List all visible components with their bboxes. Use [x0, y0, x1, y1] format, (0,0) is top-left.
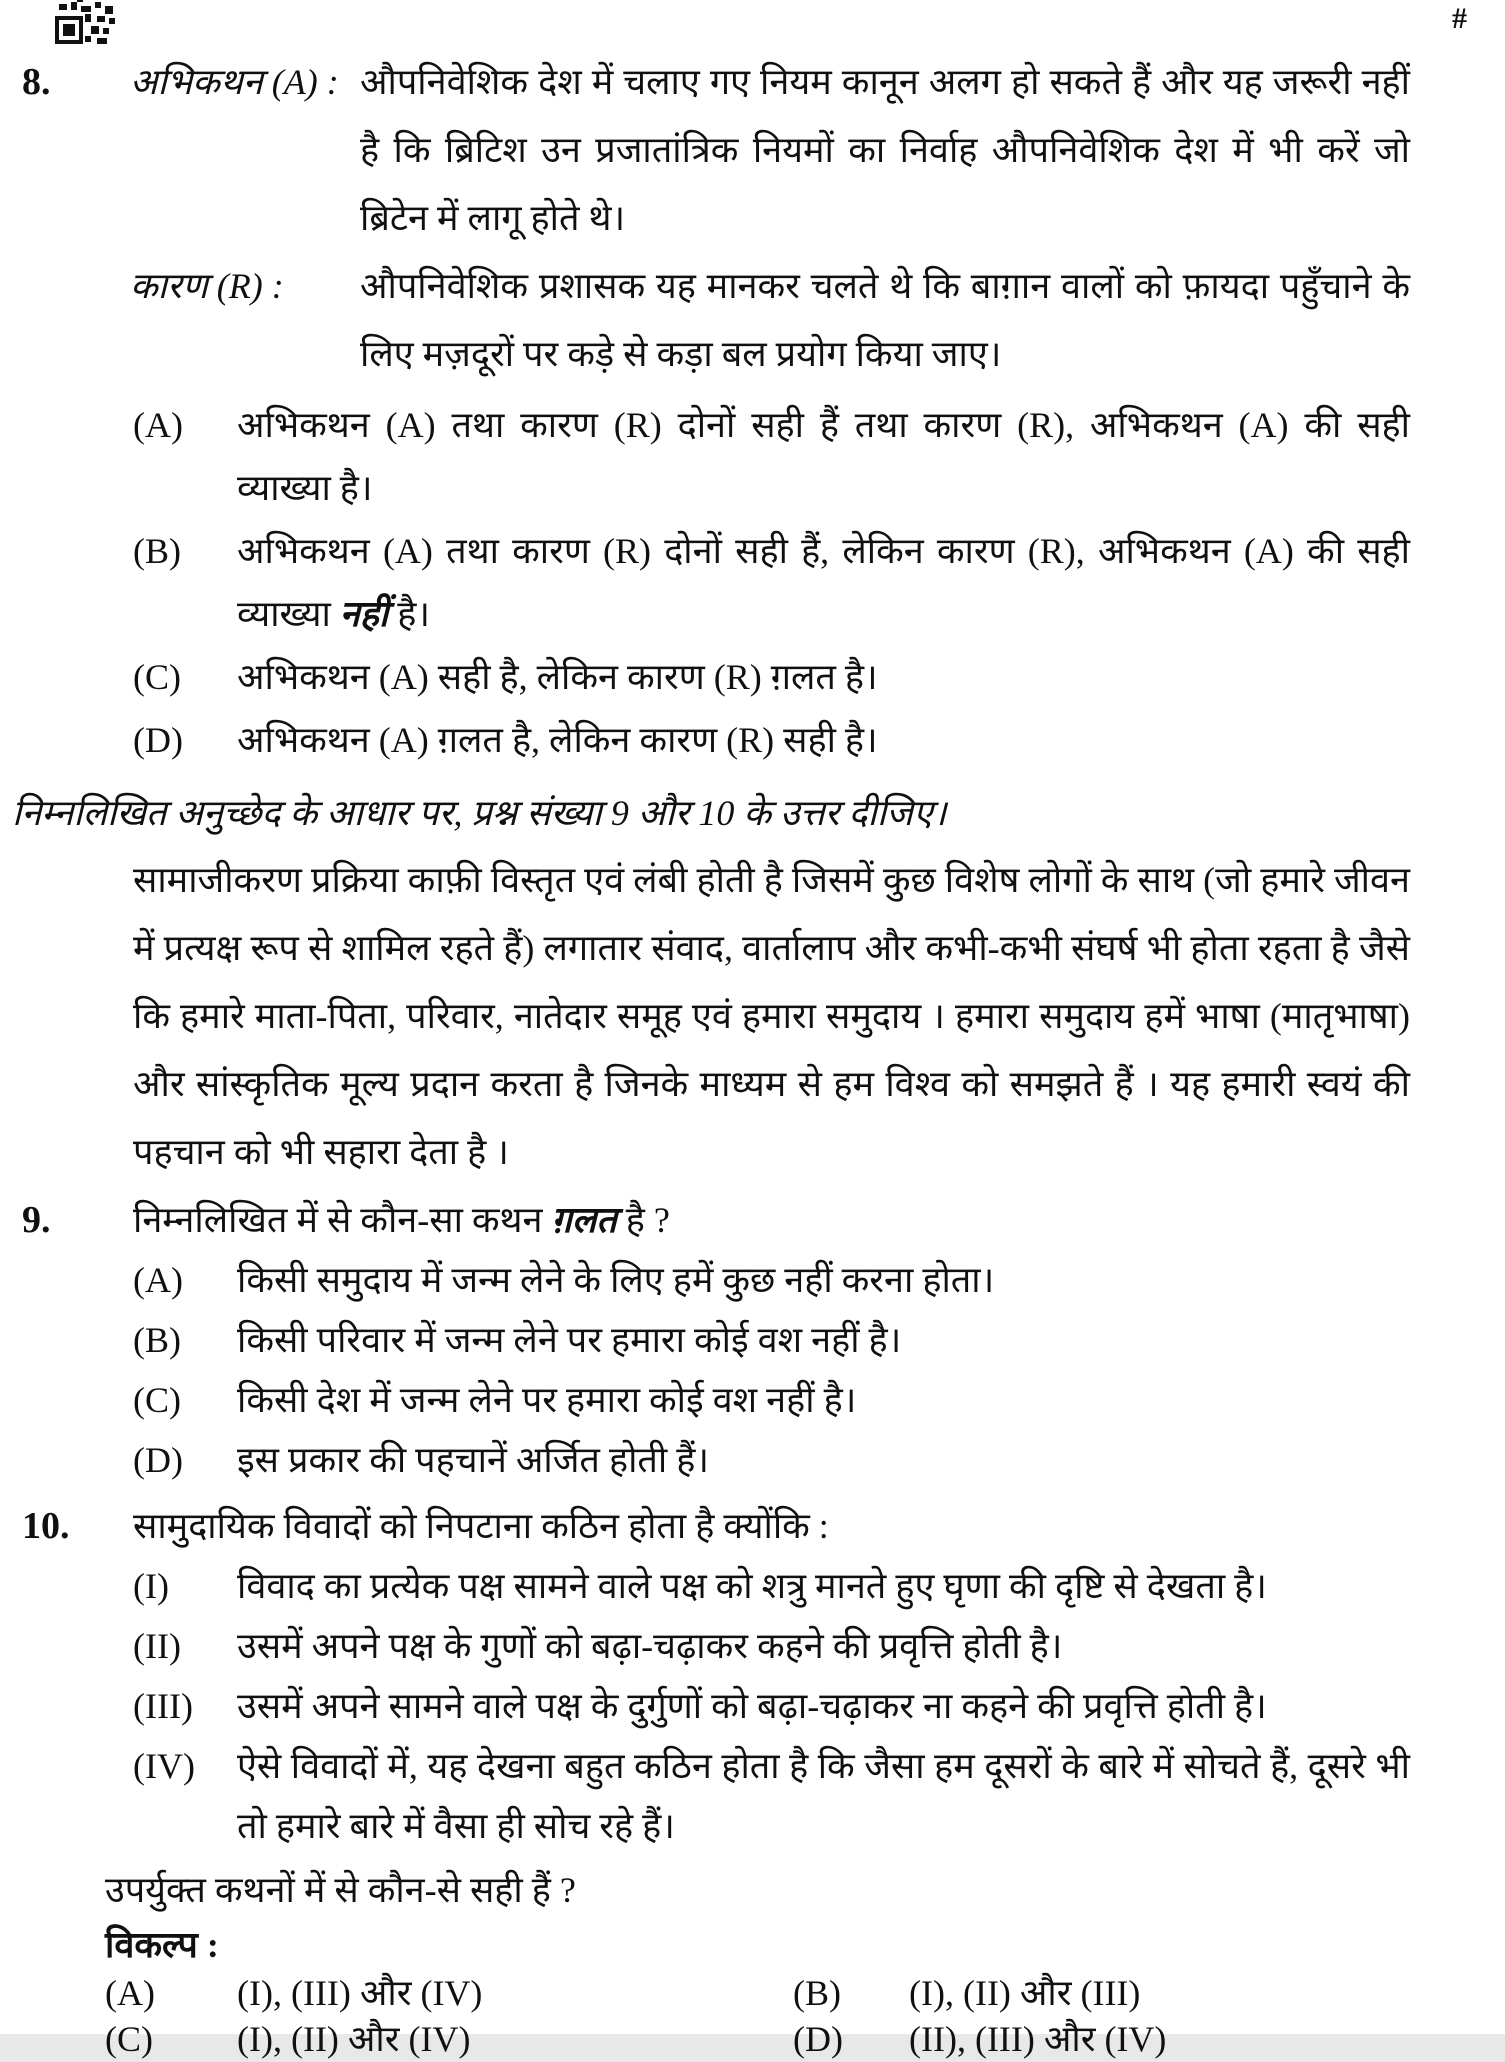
- question-9: [22, 1190, 1410, 1490]
- q8-assertion-text: औपनिवेशिक देश में चलाए गए नियम कानून अलग हो सकते हैं और यह जरूरी नहीं है कि ब्रिटिश उन प्रजातांत्रिक नियमों का निर्वाह औपनिवेशिक देश में भी करें जो ब्रिटेन में लागू होते थे।: [360, 62, 1410, 238]
- q10-statement-3-label: (III): [133, 1686, 193, 1726]
- q10-statement-4: [22, 1736, 1410, 1856]
- q10-statement-1-text: विवाद का प्रत्येक पक्ष सामने वाले पक्ष को शत्रु मानते हुए घृणा की दृष्टि से देखता है।: [237, 1566, 1267, 1606]
- q8-option-d: [22, 709, 1410, 772]
- q10-number: 10.: [22, 1505, 70, 1547]
- q10-option-d-label: (D): [793, 2019, 843, 2059]
- q10-statement-3-text: उसमें अपने सामने वाले पक्ष के दुर्गुणों को बढ़ा-चढ़ाकर ना कहने की प्रवृत्ति होती है।: [237, 1686, 1267, 1726]
- q9-title-pre: निम्नलिखित में से कौन-सा कथन: [133, 1200, 552, 1240]
- q10-statement-2-text: उसमें अपने पक्ष के गुणों को बढ़ा-चढ़ाकर कहने की प्रवृत्ति होती है।: [237, 1626, 1063, 1666]
- q9-option-a-label: (A): [133, 1260, 183, 1300]
- q10-option-c-label: (C): [105, 2019, 153, 2059]
- q9-option-b-label: (B): [133, 1320, 181, 1360]
- q9-number: 9.: [22, 1199, 51, 1241]
- q10-title: सामुदायिक विवादों को निपटाना कठिन होता है क्योंकि :: [133, 1506, 829, 1546]
- q10-title-row: [22, 1496, 1410, 1556]
- q8-option-d-text: अभिकथन (A) ग़लत है, लेकिन कारण (R) सही है।: [237, 720, 878, 760]
- q9-title-post: है ?: [616, 1200, 670, 1240]
- q10-statement-2-label: (II): [133, 1626, 181, 1666]
- passage: [12, 780, 1410, 1186]
- indent-spacer: [22, 1736, 133, 1856]
- q8-assertion-row: [22, 48, 1410, 252]
- question-10: [22, 1496, 1410, 2062]
- q9-option-c-text: किसी देश में जन्म लेने पर हमारा कोई वश नहीं है।: [237, 1380, 857, 1420]
- q9-option-a: [22, 1250, 1410, 1310]
- q10-option-d-text: (II), (III) और (IV): [909, 2019, 1167, 2059]
- indent-spacer: [22, 1556, 133, 1616]
- page-corner-mark: #: [1452, 2, 1467, 35]
- q8-reason-label: कारण (R) :: [130, 266, 284, 306]
- q8-option-c: [22, 646, 1410, 709]
- q10-options-label: विकल्प :: [105, 1925, 219, 1965]
- q10-option-a-label: (A): [105, 1973, 155, 2013]
- q9-option-b-text: किसी परिवार में जन्म लेने पर हमारा कोई वश नहीं है।: [237, 1320, 902, 1360]
- q10-statement-1: [22, 1556, 1410, 1616]
- q10-option-a-text: (I), (III) और (IV): [237, 1973, 483, 2013]
- indent-spacer: [22, 1430, 133, 1490]
- q8-number-spacer: [22, 252, 130, 388]
- indent-spacer: [22, 394, 133, 520]
- q10-statement-4-text: ऐसे विवादों में, यह देखना बहुत कठिन होता है कि जैसा हम दूसरों के बारे में सोचते हैं, दूसरे भी तो हमारे बारे में वैसा ही सोच रहे हैं।: [237, 1746, 1410, 1846]
- q9-option-c-label: (C): [133, 1380, 181, 1420]
- q8-option-b-post: है।: [388, 594, 430, 634]
- q8-assertion-label: अभिकथन (A) :: [130, 62, 339, 102]
- q10-option-c-text: (I), (II) और (IV): [237, 2019, 471, 2059]
- q9-title-row: [22, 1190, 1410, 1250]
- q9-title: [133, 1190, 1410, 1250]
- q8-option-a-text: अभिकथन (A) तथा कारण (R) दोनों सही हैं तथा कारण (R), अभिकथन (A) की सही व्याख्या है।: [237, 405, 1410, 508]
- q8-option-c-label: (C): [133, 657, 181, 697]
- q8-option-a: [22, 394, 1410, 520]
- indent-spacer: [22, 1676, 133, 1736]
- indent-spacer: [22, 646, 133, 709]
- q9-option-c: [22, 1370, 1410, 1430]
- q10-statement-4-label: (IV): [133, 1746, 195, 1786]
- q10-options-grid: [105, 1970, 1410, 2062]
- q10-option-b-text: (I), (II) और (III): [909, 1973, 1141, 2013]
- q8-option-a-label: (A): [133, 405, 183, 445]
- indent-spacer: [22, 1370, 133, 1430]
- q8-option-b-pre: अभिकथन (A) तथा कारण (R) दोनों सही हैं, लेकिन कारण (R), अभिकथन (A) की सही व्याख्या: [237, 531, 1410, 634]
- q9-title-emphasis: ग़लत: [551, 1200, 617, 1240]
- q9-option-b: [22, 1310, 1410, 1370]
- q10-question: उपर्युक्त कथनों में से कौन-से सही हैं ?: [105, 1870, 576, 1910]
- q10-option-b-label: (B): [793, 1973, 841, 2013]
- q8-option-b-label: (B): [133, 531, 181, 571]
- q9-option-d-label: (D): [133, 1440, 183, 1480]
- q10-statement-2: [22, 1616, 1410, 1676]
- q8-reason-row: [22, 252, 1410, 388]
- q9-option-d-text: इस प्रकार की पहचानें अर्जित होती हैं।: [237, 1440, 709, 1480]
- question-8: [22, 48, 1410, 772]
- q8-option-b-emphasis: नहीं: [339, 594, 389, 634]
- indent-spacer: [22, 1616, 133, 1676]
- indent-spacer: [22, 520, 133, 646]
- indent-spacer: [22, 709, 133, 772]
- q9-option-d: [22, 1430, 1410, 1490]
- indent-spacer: [22, 1250, 133, 1310]
- q8-options: [22, 394, 1410, 772]
- q8-number: 8.: [22, 61, 51, 103]
- q8-reason-text: औपनिवेशिक प्रशासक यह मानकर चलते थे कि बाग़ान वालों को फ़ायदा पहुँचाने के लिए मज़दूरों पर कड़े से कड़ा बल प्रयोग किया जाए।: [360, 266, 1410, 374]
- indent-spacer: [22, 1310, 133, 1370]
- passage-body: सामाजीकरण प्रक्रिया काफ़ी विस्तृत एवं लंबी होती है जिसमें कुछ विशेष लोगों के साथ (जो हमारे जीवन में प्रत्यक्ष रूप से शामिल रहते हैं) लगातार संवाद, वार्तालाप और कभी-कभी संघर्ष भी होता रहता है जैसे कि हमारे माता-पिता, परिवार, नातेदार समूह एवं हमारा समुदाय । हमारा समुदाय हमें भाषा (मातृभाषा) और सांस्कृतिक मूल्य प्रदान करता है जिनके माध्यम से हम विश्व को समझते हैं । यह हमारी स्वयं की पहचान को भी सहारा देता है ।: [133, 860, 1410, 1172]
- q8-option-b-text: [237, 520, 1410, 646]
- q10-statement-3: [22, 1676, 1410, 1736]
- q8-option-d-label: (D): [133, 720, 183, 760]
- q8-option-b: [22, 520, 1410, 646]
- q8-option-c-text: अभिकथन (A) सही है, लेकिन कारण (R) ग़लत है।: [237, 657, 878, 697]
- q9-option-a-text: किसी समुदाय में जन्म लेने के लिए हमें कुछ नहीं करना होता।: [237, 1260, 995, 1300]
- qr-code-icon: [55, 0, 117, 46]
- q10-statement-1-label: (I): [133, 1566, 169, 1606]
- passage-intro: निम्नलिखित अनुच्छेद के आधार पर, प्रश्न संख्या 9 और 10 के उत्तर दीजिए।: [12, 793, 947, 833]
